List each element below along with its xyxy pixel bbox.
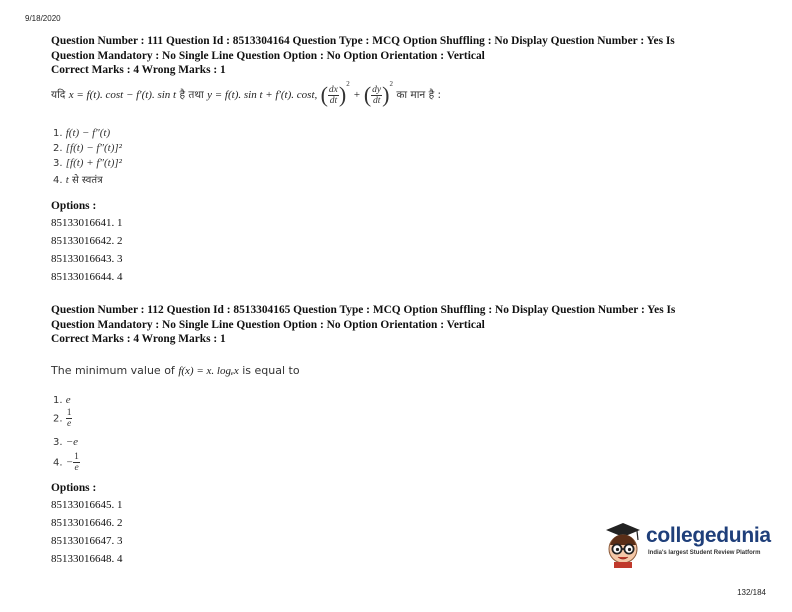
q112-option-4: 4. − $\frac{1}{e}$ xyxy=(53,452,79,473)
q112-code-4: 85133016648. 4 xyxy=(51,553,123,565)
q112-code-1: 85133016645. 1 xyxy=(51,499,123,511)
q112-suffix: is equal to xyxy=(242,364,300,377)
q111-option-2: 2. [f(t) − f″(t)]² xyxy=(53,142,122,154)
q111-options-list xyxy=(53,127,122,187)
q111-option-codes xyxy=(51,214,123,286)
q112-frac-neg-1-e: $\frac{1}{e}$ xyxy=(74,452,79,473)
collegedunia-logo xyxy=(602,518,772,573)
q112-header-line1: Question Number : 112 Question Id : 8513304165 Question Type : MCQ Option Shuffling : No Display Question Number : Yes Is xyxy=(51,304,676,316)
q111-code-2: 85133016642. 2 xyxy=(51,235,123,247)
print-date: 9/18/2020 xyxy=(25,14,61,23)
q112-option-2: 2. $\frac{1}{e}$ xyxy=(53,408,72,429)
q112-code-2: 85133016646. 2 xyxy=(51,517,123,529)
q111-header-line1: Question Number : 111 Question Id : 8513304164 Question Type : MCQ Option Shuffling : No Display Question Number : Yes Is xyxy=(51,35,675,47)
q111-option-4: 4. t से स्वतंत्र xyxy=(53,174,103,186)
q112-options-label: Options : xyxy=(51,482,97,494)
q111-x-expression: x = f(t). cost − f′(t). sin t xyxy=(68,89,177,101)
q111-options-label: Options : xyxy=(51,200,97,212)
q111-code-4: 85133016644. 4 xyxy=(51,271,123,283)
q111-code-1: 85133016641. 1 xyxy=(51,217,123,229)
q112-expression: f(x) = x. logₑx xyxy=(178,365,239,377)
q111-question: यदि x = f(t). cost − f′(t). sin t है तथा y = f(t). sin t + f′(t). cost, ( $\frac{dx}{dt}$ )$^2$ + ( $\frac{dy}{dt}$ )$^2$ का मान है : xyxy=(51,80,442,107)
q111-plus: + xyxy=(353,89,361,101)
q111-y-expression: y = f(t). sin t + f′(t). cost, xyxy=(207,89,318,101)
q112-options-list xyxy=(53,394,80,480)
q111-option-3: 3. [f(t) + f″(t)]² xyxy=(53,157,122,169)
q111-power-1: 2 xyxy=(346,80,350,88)
q111-header xyxy=(51,34,751,78)
q112-option-codes xyxy=(51,496,123,568)
q111-option-1: 1. f(t) − f″(t) xyxy=(53,127,111,139)
q111-header-line2: Question Mandatory : No Single Line Question Option : No Option Orientation : Vertical xyxy=(51,49,485,62)
q112-code-3: 85133016647. 3 xyxy=(51,535,123,547)
q112-marks: Correct Marks : 4 Wrong Marks : 1 xyxy=(51,333,226,345)
brand-tagline: India's largest Student Review Platform xyxy=(648,550,761,556)
q112-frac-1-e: $\frac{1}{e}$ xyxy=(66,408,72,429)
q112-option-1: 1. e xyxy=(53,394,71,406)
q112-header xyxy=(51,303,751,347)
brand-name: collegedunia xyxy=(646,524,771,547)
q111-prefix: यदि xyxy=(51,89,66,101)
q112-header-line2: Question Mandatory : No Single Line Question Option : No Option Orientation : Vertical xyxy=(51,318,485,331)
q111-suffix: का मान है : xyxy=(396,89,442,101)
q111-power-2: 2 xyxy=(389,80,393,88)
q112-question xyxy=(51,364,300,377)
q111-frac-dx-dt: $\frac{dx}{dt}$ xyxy=(328,84,338,106)
page-number: 132/184 xyxy=(737,588,766,597)
q111-frac-dy-dt: $\frac{dy}{dt}$ xyxy=(372,84,382,106)
q111-marks: Correct Marks : 4 Wrong Marks : 1 xyxy=(51,64,226,76)
mascot-icon xyxy=(602,518,644,568)
q111-mid: है तथा xyxy=(179,89,204,101)
q111-code-3: 85133016643. 3 xyxy=(51,253,123,265)
q112-prefix: The minimum value of xyxy=(51,364,175,377)
q112-option-3: 3. −e xyxy=(53,436,79,448)
